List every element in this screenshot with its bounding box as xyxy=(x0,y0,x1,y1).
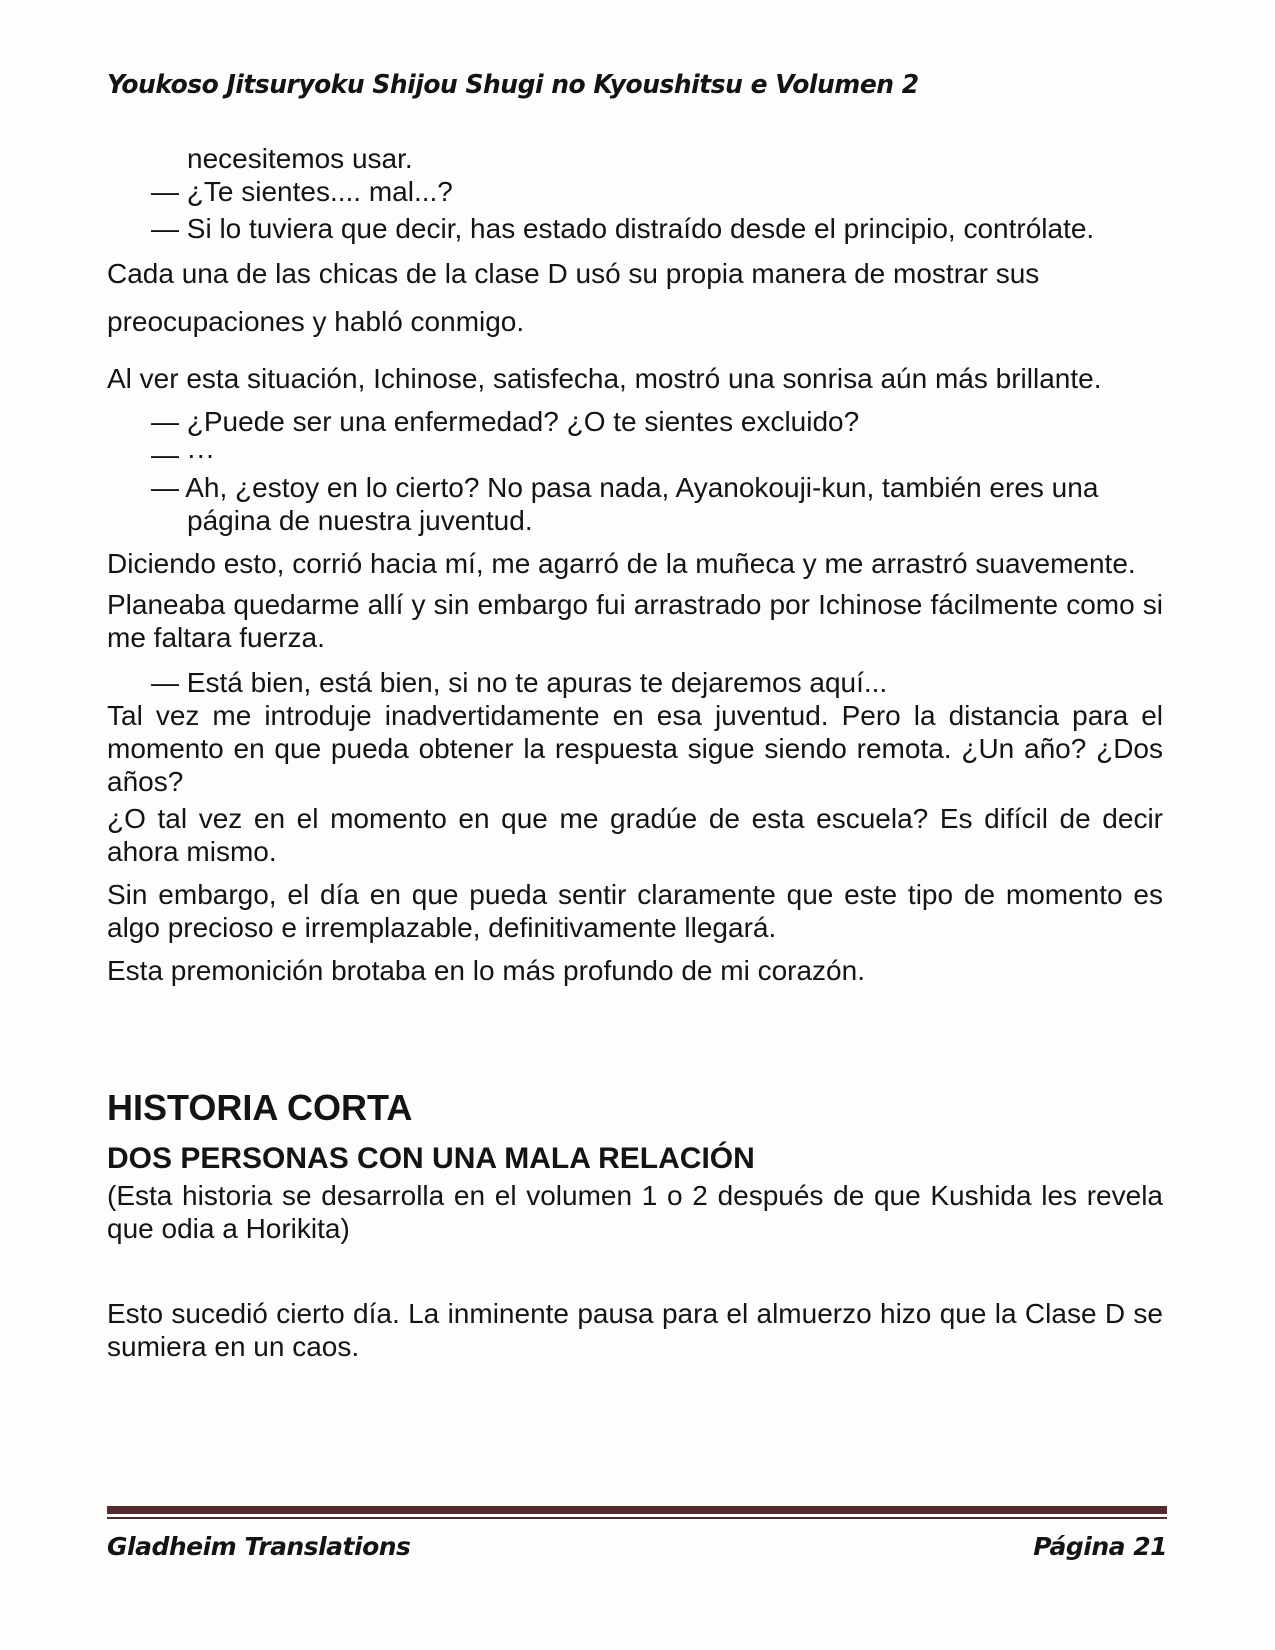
dialog-line: — ¿Puede ser una enfermedad? ¿O te sientes excluido? xyxy=(151,406,860,437)
footer-translator: Gladheim Translations xyxy=(107,1532,411,1561)
dialog-line: — Está bien, está bien, si no te apuras te dejaremos aquí... xyxy=(151,667,888,698)
footer-page-number: Página 21 xyxy=(1033,1532,1167,1561)
paragraph: Planeaba quedarme allí y sin embargo fui arrastrado por Ichinose fácilmente como si me faltara fuerza. xyxy=(107,589,1163,653)
paragraph: Cada una de las chicas de la clase D usó su propia manera de mostrar sus preocupaciones y habló conmigo. xyxy=(107,258,1040,337)
footer-rule-thin xyxy=(107,1517,1167,1519)
paragraph: Esto sucedió cierto día. La inminente pausa para el almuerzo hizo que la Clase D se sumiera en un caos. xyxy=(107,1298,1163,1362)
paragraph: Tal vez me introduje inadvertidamente en esa juventud. Pero la distancia para el momento en que pueda obtener la respuesta sigue siendo remota. ¿Un año? ¿Dos años? xyxy=(107,700,1163,797)
paragraph: Esta premonición brotaba en lo más profundo de mi corazón. xyxy=(107,955,865,986)
page-header-title: Youkoso Jitsuryoku Shijou Shugi no Kyoushitsu e Volumen 2 xyxy=(107,70,919,100)
paragraph: Al ver esta situación, Ichinose, satisfecha, mostró una sonrisa aún más brillante. xyxy=(107,363,1102,394)
page-footer xyxy=(107,1506,1167,1561)
paragraph: Sin embargo, el día en que pueda sentir claramente que este tipo de momento es algo precioso e irremplazable, definitivamente llegará. xyxy=(107,879,1163,943)
dialog-line: — Ah, ¿estoy en lo cierto? No pasa nada, Ayanokouji-kun, también eres una página de nuestra juventud. xyxy=(151,472,1099,536)
paragraph: ¿O tal vez en el momento en que me gradúe de esta escuela? Es difícil de decir ahora mismo. xyxy=(107,803,1163,867)
page-body xyxy=(107,142,1163,1363)
dialog-line: — ¿Te sientes.... mal...? xyxy=(151,176,453,207)
paragraph: (Esta historia se desarrolla en el volumen 1 o 2 después de que Kushida les revela que odia a Horikita) xyxy=(107,1180,1163,1244)
dialog-line: — ··· xyxy=(151,439,215,470)
paragraph: necesitemos usar. xyxy=(187,143,413,174)
footer-rule-thick xyxy=(107,1506,1167,1514)
subsection-heading: DOS PERSONAS CON UNA MALA RELACIÓN xyxy=(107,1142,755,1175)
section-heading: HISTORIA CORTA xyxy=(107,1087,413,1128)
paragraph: Diciendo esto, corrió hacia mí, me agarró de la muñeca y me arrastró suavemente. xyxy=(107,548,1136,579)
dialog-line: — Si lo tuviera que decir, has estado distraído desde el principio, contrólate. xyxy=(151,213,1095,244)
